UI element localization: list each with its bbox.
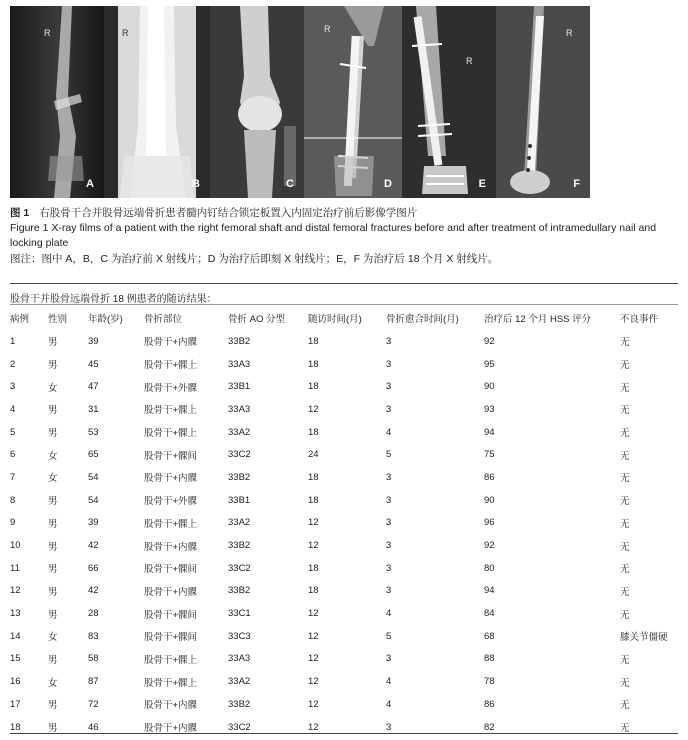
column-header: 治疗后 12 个月 HSS 评分 [484, 314, 592, 325]
table-cell: 1 [10, 335, 16, 347]
table-cell: 33A3 [228, 403, 251, 415]
table-cell: 54 [88, 471, 99, 483]
table-cell: 膝关节僵硬 [620, 632, 668, 644]
table-cell: 7 [10, 471, 16, 483]
table-cell: 10 [10, 540, 21, 552]
table-cell: 女 [48, 450, 58, 462]
table-cell: 18 [308, 335, 319, 347]
table-cell: 75 [484, 449, 495, 461]
table-bottom-rule [10, 733, 678, 734]
table-cell: 12 [308, 517, 319, 529]
side-marker-b: R [122, 28, 129, 38]
table-row [10, 466, 678, 489]
table-cell: 18 [308, 494, 319, 506]
figure-caption-zh-text: 右股骨干合并股骨远端骨折患者髓内钉结合锁定板置入内固定治疗前后影像学图片 [39, 207, 418, 219]
table-cell: 3 [386, 653, 392, 665]
table-cell: 男 [48, 405, 58, 417]
table-cell: 男 [48, 428, 58, 440]
table-cell: 股骨干+内髁 [144, 337, 198, 349]
table-cell: 无 [620, 700, 630, 712]
table-cell: 39 [88, 335, 99, 347]
table-cell: 3 [386, 562, 392, 574]
table-cell: 33C3 [228, 630, 251, 642]
table-title: 股骨干并股骨远端骨折 18 例患者的随访结果： [10, 294, 217, 305]
table-cell: 33B2 [228, 335, 251, 347]
table-cell: 无 [620, 654, 630, 666]
table-cell: 92 [484, 540, 495, 552]
table-cell: 男 [48, 654, 58, 666]
side-marker-f: R [566, 28, 573, 38]
table-cell: 18 [308, 562, 319, 574]
table-row [10, 534, 678, 557]
table-body [10, 330, 678, 738]
xray-panel-e [402, 6, 496, 198]
table-cell: 2 [10, 358, 16, 370]
table-cell: 男 [48, 700, 58, 712]
table-cell: 无 [620, 586, 630, 598]
table-cell: 65 [88, 449, 99, 461]
xray-panel-d [304, 6, 402, 198]
table-cell: 47 [88, 381, 99, 393]
table-cell: 18 [308, 471, 319, 483]
table-cell: 28 [88, 608, 99, 620]
table-cell: 33B2 [228, 540, 251, 552]
table-row [10, 353, 678, 376]
table-cell: 68 [484, 630, 495, 642]
table-cell: 无 [620, 564, 630, 576]
table-cell: 6 [10, 449, 16, 461]
panel-letter-e: E [478, 178, 486, 190]
column-header: 年龄(岁) [88, 314, 123, 325]
table-cell: 72 [88, 698, 99, 710]
table-header-rule [10, 304, 678, 305]
table-cell: 男 [48, 518, 58, 530]
table-cell: 男 [48, 337, 58, 349]
side-marker-a: R [44, 28, 51, 38]
table-cell: 33A3 [228, 653, 251, 665]
table-cell: 33C1 [228, 608, 251, 620]
table-row [10, 398, 678, 421]
table-cell: 13 [10, 608, 21, 620]
table-cell: 股骨干+髁间 [144, 632, 198, 644]
table-row [10, 375, 678, 398]
table-cell: 男 [48, 541, 58, 553]
table-cell: 33A2 [228, 426, 251, 438]
table-cell: 3 [386, 721, 392, 733]
table-cell: 无 [620, 541, 630, 553]
table-cell: 男 [48, 564, 58, 576]
table-row [10, 330, 678, 353]
table-cell: 33B2 [228, 698, 251, 710]
xray-panel-b [104, 6, 210, 198]
table-cell: 3 [386, 335, 392, 347]
figure-note: 图注：图中 A，B，C 为治疗前 X 射线片；D 为治疗后即刻 X 射线片；E，F 为治疗后 18 个月 X 射线片。 [10, 253, 499, 265]
table-cell: 3 [386, 585, 392, 597]
table-cell: 无 [620, 723, 630, 735]
table-cell: 31 [88, 403, 99, 415]
table-cell: 33A2 [228, 517, 251, 529]
table-cell: 股骨干+外髁 [144, 496, 198, 508]
table-cell: 无 [620, 337, 630, 349]
table-cell: 男 [48, 723, 58, 735]
table-cell: 78 [484, 676, 495, 688]
table-cell: 股骨干+髁上 [144, 360, 198, 372]
table-cell: 股骨干+外髁 [144, 382, 198, 394]
table-cell: 股骨干+髁上 [144, 405, 198, 417]
table-cell: 8 [10, 494, 16, 506]
table-cell: 无 [620, 496, 630, 508]
table-row [10, 716, 678, 739]
table-cell: 93 [484, 403, 495, 415]
side-marker-e: R [466, 56, 473, 66]
table-cell: 4 [386, 698, 392, 710]
table-cell: 33A2 [228, 676, 251, 688]
table-cell: 58 [88, 653, 99, 665]
table-cell: 5 [386, 630, 392, 642]
table-cell: 45 [88, 358, 99, 370]
table-cell: 12 [308, 630, 319, 642]
table-cell: 女 [48, 382, 58, 394]
table-cell: 股骨干+髁间 [144, 450, 198, 462]
panel-letter-d: D [384, 178, 392, 190]
table-header-row [10, 306, 678, 330]
table-cell: 3 [386, 540, 392, 552]
table-cell: 股骨干+髁间 [144, 609, 198, 621]
xray-panel-c [210, 6, 304, 198]
table-row [10, 648, 678, 671]
table-cell: 女 [48, 677, 58, 689]
table-cell: 无 [620, 473, 630, 485]
table-cell: 无 [620, 677, 630, 689]
xray-image-f [496, 6, 590, 198]
table-cell: 3 [386, 403, 392, 415]
table-cell: 12 [308, 676, 319, 688]
table-cell: 12 [308, 721, 319, 733]
table-cell: 9 [10, 517, 16, 529]
table-cell: 3 [386, 471, 392, 483]
table-cell: 男 [48, 586, 58, 598]
table-cell: 92 [484, 335, 495, 347]
table-cell: 4 [386, 426, 392, 438]
xray-panel-f [496, 6, 590, 198]
table-cell: 男 [48, 496, 58, 508]
panel-letter-a: A [86, 178, 94, 190]
xray-image-a [10, 6, 104, 198]
table-cell: 无 [620, 382, 630, 394]
xray-image-c [210, 6, 304, 198]
table-row [10, 602, 678, 625]
table-cell: 82 [484, 721, 495, 733]
table-cell: 33B1 [228, 381, 251, 393]
table-cell: 42 [88, 540, 99, 552]
figure-number: 图 1 [10, 207, 30, 219]
figure-caption-zh [10, 206, 680, 221]
table-cell: 33B2 [228, 585, 251, 597]
table-cell: 12 [308, 698, 319, 710]
table-cell: 4 [386, 676, 392, 688]
column-header: 骨折 AO 分型 [228, 314, 286, 325]
followup-table [10, 306, 678, 738]
table-cell: 84 [484, 608, 495, 620]
table-cell: 股骨干+髁上 [144, 654, 198, 666]
xray-panel-extra [590, 6, 678, 198]
table-row [10, 670, 678, 693]
table-cell: 39 [88, 517, 99, 529]
table-cell: 股骨干+髁上 [144, 677, 198, 689]
table-cell: 股骨干+内髁 [144, 473, 198, 485]
table-cell: 3 [386, 517, 392, 529]
table-cell: 18 [308, 381, 319, 393]
table-cell: 33C2 [228, 449, 251, 461]
table-cell: 股骨干+髁间 [144, 564, 198, 576]
table-cell: 95 [484, 358, 495, 370]
table-cell: 18 [308, 358, 319, 370]
table-cell: 90 [484, 381, 495, 393]
panel-letter-b: B [192, 178, 200, 190]
table-cell: 5 [10, 426, 16, 438]
table-row [10, 693, 678, 716]
table-cell: 股骨干+内髁 [144, 700, 198, 712]
table-cell: 87 [88, 676, 99, 688]
table-cell: 90 [484, 494, 495, 506]
table-cell: 股骨干+内髁 [144, 723, 198, 735]
table-cell: 男 [48, 360, 58, 372]
table-cell: 无 [620, 428, 630, 440]
table-cell: 53 [88, 426, 99, 438]
table-cell: 12 [308, 653, 319, 665]
table-row [10, 489, 678, 512]
column-header: 随访时间(月) [308, 314, 362, 325]
table-cell: 12 [10, 585, 21, 597]
column-header: 不良事件 [620, 314, 659, 325]
table-cell: 股骨干+髁上 [144, 518, 198, 530]
table-cell: 94 [484, 585, 495, 597]
table-cell: 女 [48, 473, 58, 485]
table-cell: 4 [10, 403, 16, 415]
table-row [10, 625, 678, 648]
table-cell: 12 [308, 540, 319, 552]
table-cell: 33C2 [228, 562, 251, 574]
xray-figure [10, 6, 678, 198]
table-cell: 无 [620, 609, 630, 621]
table-cell: 3 [386, 381, 392, 393]
table-cell: 33C2 [228, 721, 251, 733]
table-row [10, 443, 678, 466]
table-cell: 无 [620, 518, 630, 530]
side-marker-d: R [324, 24, 331, 34]
table-cell: 66 [88, 562, 99, 574]
table-cell: 42 [88, 585, 99, 597]
table-cell: 男 [48, 609, 58, 621]
table-cell: 33A3 [228, 358, 251, 370]
table-cell: 14 [10, 630, 21, 642]
table-cell: 18 [308, 585, 319, 597]
table-cell: 12 [308, 403, 319, 415]
table-cell: 17 [10, 698, 21, 710]
table-cell: 4 [386, 608, 392, 620]
xray-image-b [104, 6, 210, 198]
table-row [10, 557, 678, 580]
table-cell: 无 [620, 450, 630, 462]
xray-panel-a [10, 6, 104, 198]
table-cell: 无 [620, 405, 630, 417]
table-cell: 88 [484, 653, 495, 665]
table-cell: 12 [308, 608, 319, 620]
table-cell: 5 [386, 449, 392, 461]
table-cell: 86 [484, 698, 495, 710]
table-cell: 3 [386, 494, 392, 506]
table-cell: 股骨干+内髁 [144, 586, 198, 598]
table-cell: 女 [48, 632, 58, 644]
table-cell: 18 [10, 721, 21, 733]
table-cell: 33B1 [228, 494, 251, 506]
xray-image-e [402, 6, 496, 198]
table-cell: 3 [10, 381, 16, 393]
figure-caption-en: Figure 1 X-ray films of a patient with the right femoral shaft and distal femoral fractures before and after treatment of intramedullary nail and locking plate [10, 222, 657, 249]
column-header: 性别 [48, 314, 68, 325]
panel-letter-c: C [286, 178, 294, 190]
table-row [10, 580, 678, 603]
table-cell: 86 [484, 471, 495, 483]
table-row [10, 421, 678, 444]
table-cell: 16 [10, 676, 21, 688]
table-cell: 15 [10, 653, 21, 665]
table-top-rule [10, 283, 678, 284]
table-cell: 11 [10, 562, 20, 574]
xray-image-d [304, 6, 402, 198]
table-cell: 18 [308, 426, 319, 438]
table-cell: 股骨干+髁上 [144, 428, 198, 440]
panel-letter-f: F [573, 178, 580, 190]
table-cell: 3 [386, 358, 392, 370]
table-cell: 24 [308, 449, 319, 461]
table-cell: 80 [484, 562, 495, 574]
column-header: 骨折部位 [144, 314, 183, 325]
table-cell: 股骨干+内髁 [144, 541, 198, 553]
column-header: 病例 [10, 314, 30, 325]
table-cell: 46 [88, 721, 99, 733]
xray-image-extra [590, 6, 678, 198]
table-cell: 96 [484, 517, 495, 529]
table-row [10, 512, 678, 535]
column-header: 骨折愈合时间(月) [386, 314, 459, 325]
table-cell: 33B2 [228, 471, 251, 483]
table-cell: 无 [620, 360, 630, 372]
table-cell: 54 [88, 494, 99, 506]
table-cell: 94 [484, 426, 495, 438]
table-cell: 83 [88, 630, 99, 642]
